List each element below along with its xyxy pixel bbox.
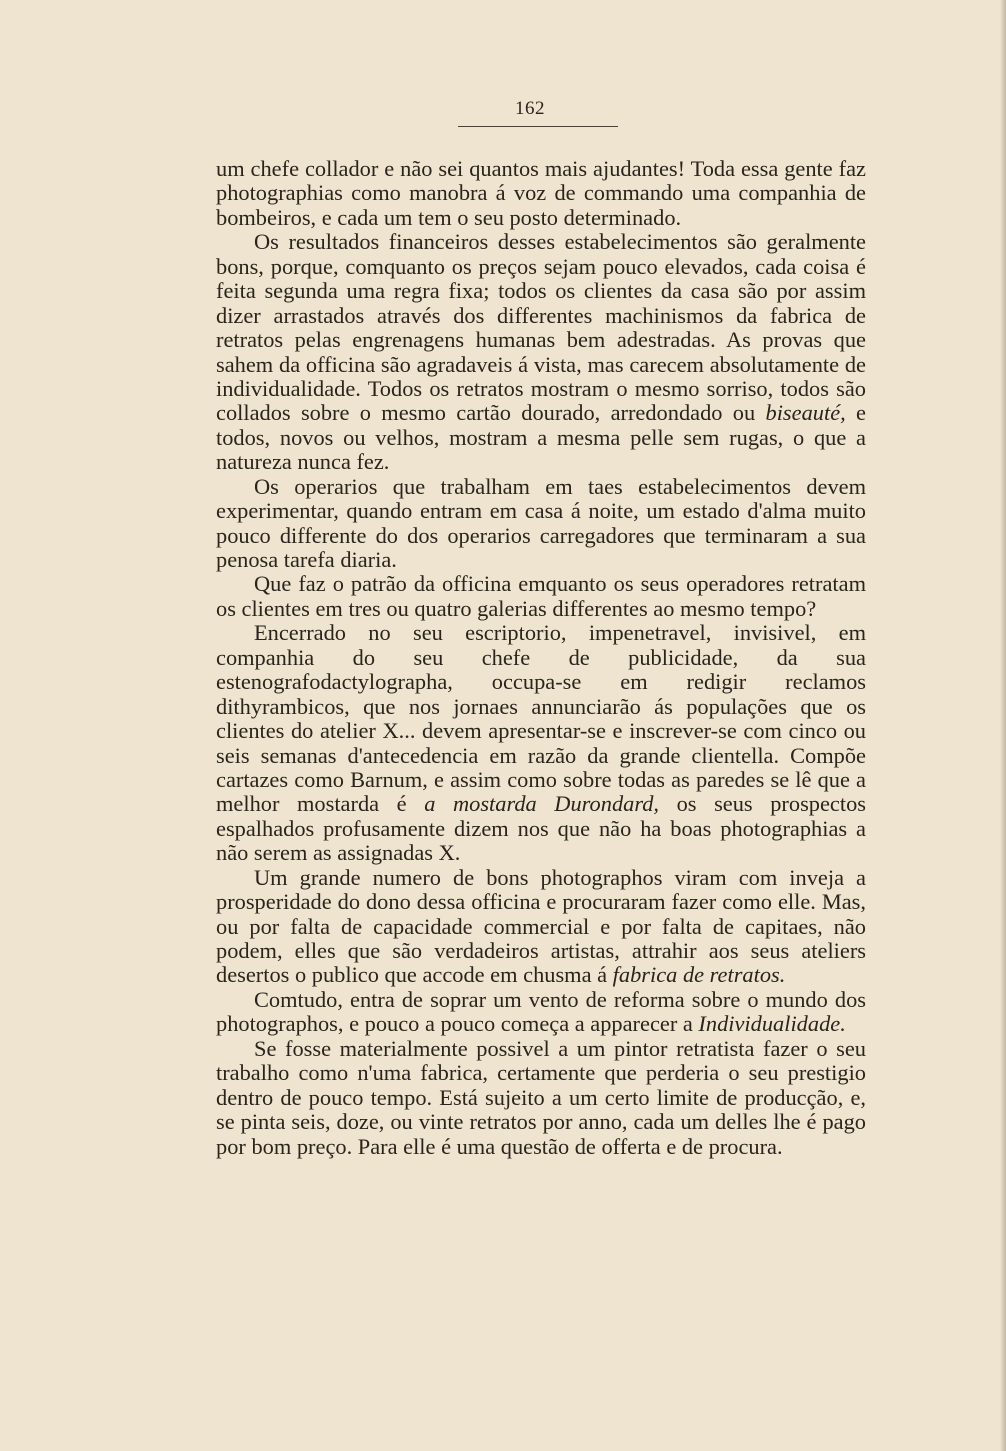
paragraph bbox=[216, 621, 866, 865]
text-run: um chefe collador e não sei quantos mais ajudantes! Toda essa gente faz photographias como manobra á voz de commando uma companhia de bombeiros, e cada um tem o seu posto determinado. bbox=[216, 156, 866, 230]
page-edge-shadow bbox=[1000, 0, 1006, 1451]
text-run: Se fosse materialmente possivel a um pintor retratista fazer o seu trabalho como n'uma fabrica, certamente que perderia o seu prestigio dentro de pouco tempo. Está sujeito a um certo limite de producção, e, se pinta seis, doze, ou vinte retratos por anno, cada um delles lhe é pago por bom preço. Para elle é uma questão de offerta e de procura. bbox=[216, 1035, 866, 1159]
text-run: Que faz o patrão da officina emquanto os seus operadores retratam os clientes em tres ou quatro galerias differentes ao mesmo tempo? bbox=[216, 571, 866, 621]
paragraph bbox=[216, 157, 866, 230]
text-run: Comtudo, entra de soprar um vento de reforma sobre o mundo dos photographos, e pouco a pouco começa a apparecer a bbox=[216, 986, 866, 1037]
paragraph bbox=[216, 475, 866, 573]
paragraph bbox=[216, 572, 866, 621]
header-rule bbox=[458, 126, 618, 127]
italic-term: fabrica de retratos. bbox=[612, 962, 786, 988]
paragraph bbox=[216, 230, 866, 474]
italic-term: biseauté, bbox=[765, 400, 846, 426]
text-run: Os operarios que trabalham em taes estabelecimentos devem experimentar, quando entram em casa á noite, um estado d'alma muito pouco differente do dos operarios carregadores que terminaram a sua penosa tarefa diaria. bbox=[216, 473, 866, 572]
text-run: Encerrado no seu escriptorio, impenetravel, invisivel, em companhia do seu chefe de publicidade, da sua estenografodactylographa, occupa-se em redigir reclamos dithyrambicos, que nos jornaes annunciarão ás populações que os clientes do atelier X... devem apresentar-se e inscrever-se com cinco ou seis semanas d'antecedencia em razão da grande clientella. Compõe cartazes como Barnum, e assim como sobre todas as paredes se lê que a melhor mostarda é bbox=[216, 620, 866, 817]
page-number: 162 bbox=[515, 98, 545, 119]
paragraph bbox=[216, 866, 866, 988]
text-run: Um grande numero de bons photographos viram com inveja a prosperidade do dono dessa officina e procuraram fazer como elle. Mas, ou por falta de capacidade commercial e por falta de capitaes, não podem, elles que são verdadeiros artistas, attrahir aos seus ateliers desertos o publico que accode em chusma á bbox=[216, 864, 866, 988]
italic-term: Individualidade. bbox=[698, 1011, 846, 1037]
body-text bbox=[216, 157, 866, 1159]
text-run: Os resultados financeiros desses estabelecimentos são geralmente bons, porque, comquanto os preços sejam pouco elevados, cada coisa é feita segunda uma regra fixa; todos os clientes da casa são por assim dizer arrastados através dos differentes machinismos da fabrica de retratos pelas engrenagens humanas bem adestradas. As provas que sahem da officina são agradaveis á vista, mas carecem absolutamente de individualidade. Todos os retratos mostram o mesmo sorriso, todos são collados sobre o mesmo cartão dourado, arredondado ou bbox=[216, 229, 866, 426]
italic-term: a mostarda Durondard, bbox=[424, 791, 660, 817]
text-run: os seus prospectos espalhados profusamente dizem nos que não ha boas photographias a não serem as assignadas X. bbox=[216, 791, 866, 866]
text-run: e todos, novos ou velhos, mostram a mesma pelle sem rugas, o que a natureza nunca fez. bbox=[216, 400, 866, 475]
paragraph bbox=[216, 988, 866, 1037]
paragraph bbox=[216, 1037, 866, 1159]
